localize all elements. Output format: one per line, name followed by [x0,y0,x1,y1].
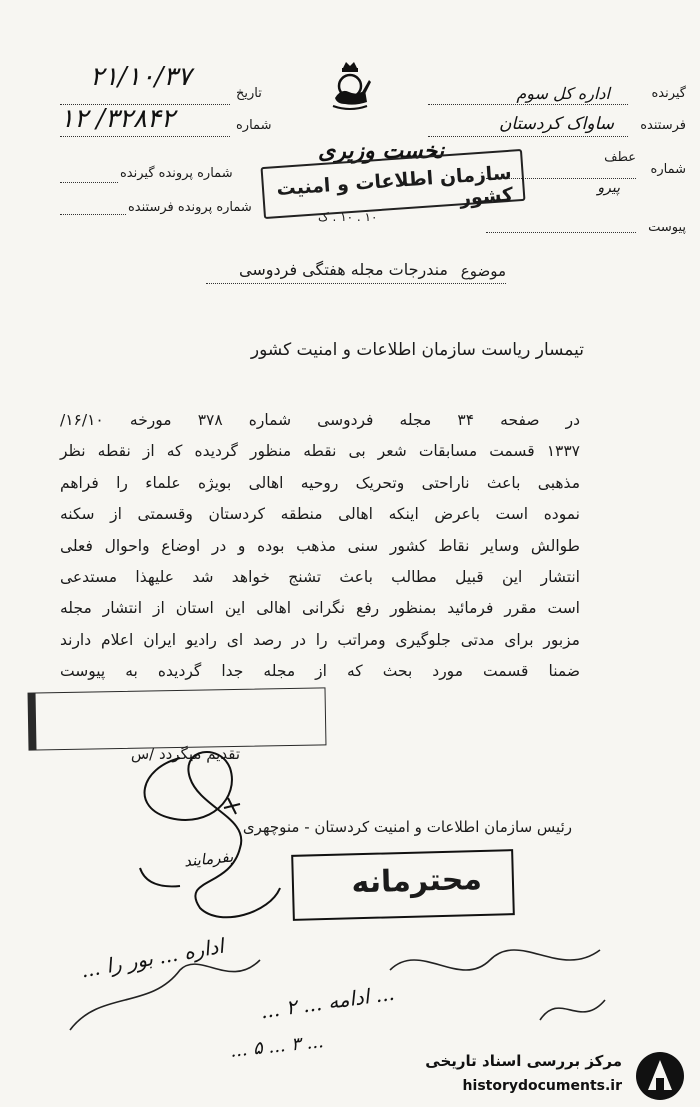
ref-label: عطف [604,150,636,165]
body-line: انتشار این قبیل مطالب باعث تشنج خواهد شد علیهذا مستدعی [60,567,580,586]
recipient-file-label: شماره پرونده گیرنده [120,166,233,181]
stamp-number: ۱۰ . ۱۰ . ک [318,210,378,224]
handwritten-note-small: بفرمایند [183,847,235,871]
handwritten-pirow: پیرو [597,180,620,196]
handwritten-note-2: ... ادامه ... ۲ ... [258,980,396,1024]
sender-file-label: شماره پرونده فرستنده [128,200,252,215]
body-line: نموده است باعرض اینکه اهالی منطقه کردستان وقسمتی از سکنه [60,505,580,524]
recipient-label: گیرنده [651,86,686,101]
body-line: ضمنا قسمت مورد بحث که از مجله جدا گردیده به پیوست [60,662,580,681]
body-line: ۱۳۳۷ قسمت مسابقات شعر بی نقطه منظور گردیده که از نقطه نظر [60,442,580,461]
handwritten-note-1: اداره ... بور را ... [79,933,226,983]
watermark-text: مرکز بررسی اسناد تاریخی [425,1052,622,1070]
official-stamp [261,149,526,219]
body-line: مزبور برای مدتی جلوگیری ومراتب را در رصد ای رادیو ایران اعلام دارند [60,630,580,649]
body-line: طوالش وسایر نقاط کشور سنی مذهب بوده و در اوضاع واحوال فعلی [60,536,580,555]
body-line: در صفحه ۳۴ مجله فردوسی شماره ۳۷۸ مورخه ۱۶/۱۰/ [60,411,580,429]
handwriting-strokes-icon [60,930,620,1050]
lion-and-sun-emblem-icon [327,60,373,112]
doc-number-label: شماره [236,118,272,133]
sender-label: فرستنده [640,118,686,133]
archive-logo-icon [632,1050,688,1102]
closing-line: تقدیم میگردد /س [130,745,240,763]
classification-text: محترمانه [351,861,483,901]
doc-number-rule [60,136,230,137]
attachment-label: پیوست [648,220,686,235]
letter-body [60,405,580,688]
addressee: تیمسار ریاست سازمان اطلاعات و امنیت کشور [250,340,584,360]
recipient-value: اداره کل سوم [516,84,610,103]
date-label: تاریخ [236,86,262,101]
body-line: است مقرر فرمائید بمنظور رفع نگرانی اهالی این استان از انتشار مجله [60,599,580,618]
signature-scribble-icon [120,738,300,938]
subject-rule [206,283,506,284]
recipient-file-rule [60,182,118,183]
doc-number-value: ۳۲۸۴۲/ ۱۲ [60,104,175,134]
subject-label: موضوع [460,262,506,280]
attachment-rule [486,232,636,233]
watermark-url: historydocuments.ir [462,1078,622,1094]
classification-box [291,849,515,921]
date-value: ۲۱/۱۰/۳۷ [90,62,192,92]
body-line: مذهبی باعث ناراحتی وتحریک روحیه اهالی بویژه علماء را فراهم [60,473,580,492]
stamp-heading: نخست وزیری [318,138,444,164]
sender-file-rule [60,214,126,215]
stamp-body: سازمان اطلاعات و امنیت کشور [275,161,514,210]
signature-line: رئیس سازمان اطلاعات و امنیت کردستان - منوچهری [242,818,572,836]
sender-rule [428,136,628,137]
recipient-rule [428,104,628,105]
subject-text: مندرجات مجله هفتگی فردوسی [239,260,448,279]
number-label: شماره [650,162,686,177]
sender-value: ساواک کردستان [498,114,614,134]
handwritten-note-3: ... ۳ ... ۵ ... [229,1031,325,1062]
